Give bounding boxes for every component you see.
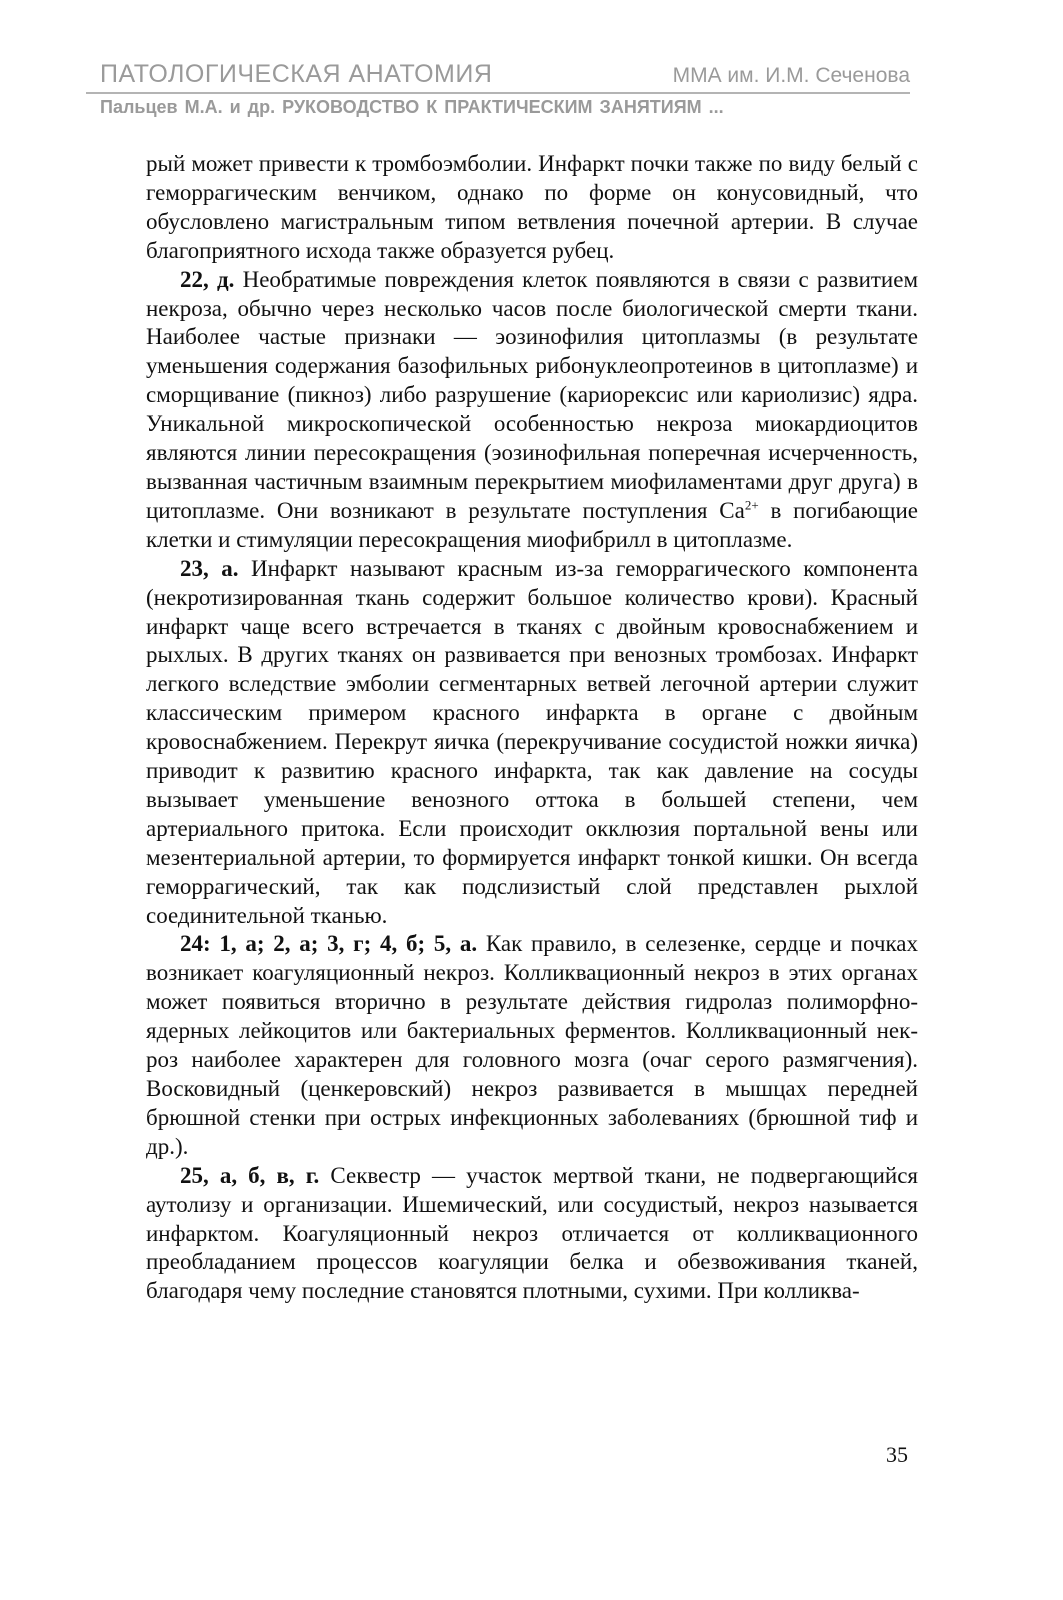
paragraph-text: Как правило, в селезенке, сердце и почках возникает коагуляционный некроз. Колликвационный некроз в этих органах может появиться вторично в результате действия гидролаз полиморфно-ядерных лейкоцитов или бактериальных ферментов. Колликвационный некроз наиболее характерен для головного мозга (очаг серого размягчения). Восковидный (ценкеровский) некроз развивается в мышцах передней брюшной стенки при острых инфекционных заболеваниях (брюшной тиф и др.). [146,931,918,1159]
paragraph-text-tail: в погибающие клетки и стимуляции пересокращения миофибрилл в цитоплазме. [146,497,918,552]
book-title: ПАТОЛОГИЧЕСКАЯ АНАТОМИЯ [100,60,493,88]
answer-paragraph-24 [146,930,918,1161]
paragraph-text: Необратимые повреждения клеток появляются в связи с развитием некроза, обычно через несколько часов после биологической смерти ткани. Наиболее частые признаки — эозинофилия цитоплазмы (в результате уменьшения содержания базофильных рибонуклеопротеинов в цитоплазме) и сморщивание (пикноз) либо разрушение (кариорексис или кариолизис) ядра. Уникальной микроскопической особенностью некроза миокардиоцитов являются линии пересокращения (эозинофильная поперечная исчерченность, вызванная частичным взаимным перекрытием миофиламентами друг друга) в цитоплазме. Они возникают в результате поступления Ca [146,266,919,523]
institution-name: ММА им. И.М. Сеченова [672,64,910,87]
answer-key: 25, а, б, в, г. [180,1162,320,1188]
page-body [146,150,918,1306]
superscript-charge: 2+ [744,497,759,513]
running-header [100,60,924,118]
paragraph-continuation [146,150,918,266]
answer-paragraph-25 [146,1162,918,1307]
header-top-row [100,60,924,92]
paragraph-text: Секвестр — участок мертвой ткани, не подвергающийся аутолизу и организации. Ишемический, или сосудистый, некроз называется инфарктом. Коагуляционный некроз отличается от колликвационного преобладанием процессов коагуляции белка и обезвоживания тканей, благодаря чему последние становятся плотными, сухими. При колликва- [146,1162,918,1304]
paragraph-text: Инфаркт называют красным из-за геморрагического компонента (некротизированная ткань содержит большое количество крови). Красный инфаркт чаще всего встречается в тканях с двойным кровоснабжением и рыхлых. В других тканях он развивается при венозных тромбозах. Инфаркт легкого вследствие эмболии сегментарных ветвей легочной артерии служит классическим примером красного инфаркта в органе с двойным кровоснабжением. Перекрут яичка (перекручивание сосудистой ножки яичка) приводит к развитию красного инфаркта, так как давление на сосуды вызывает уменьшение венозного оттока в большей степени, чем артериального притока. Если происходит окклюзия портальной вены или мезентериальной артерии, то формируется инфаркт тонкой кишки. Он всегда геморрагический, так как подслизистый слой представлен рыхлой соединительной тканью. [146,555,918,928]
header-divider [86,92,910,94]
answer-paragraph-23 [146,555,918,931]
answer-key: 22, д. [180,266,235,292]
answer-key: 23, а. [180,555,239,581]
answer-paragraph-22 [146,266,918,555]
answer-key: 24: 1, а; 2, а; 3, г; 4, б; 5, а. [180,931,478,957]
paragraph-text: рый может привести к тромбоэмболии. Инфаркт почки также по виду белый с геморрагическим венчиком, однако по форме он конусовидный, что обусловлено магистральным типом ветвления почечной артерии. В случае благоприятного исхода также образуется рубец. [146,151,918,263]
page-number: 35 [886,1442,908,1467]
book-subtitle: Пальцев М.А. и др. РУКОВОДСТВО К ПРАКТИЧЕСКИМ ЗАНЯТИЯМ ... [100,97,724,117]
